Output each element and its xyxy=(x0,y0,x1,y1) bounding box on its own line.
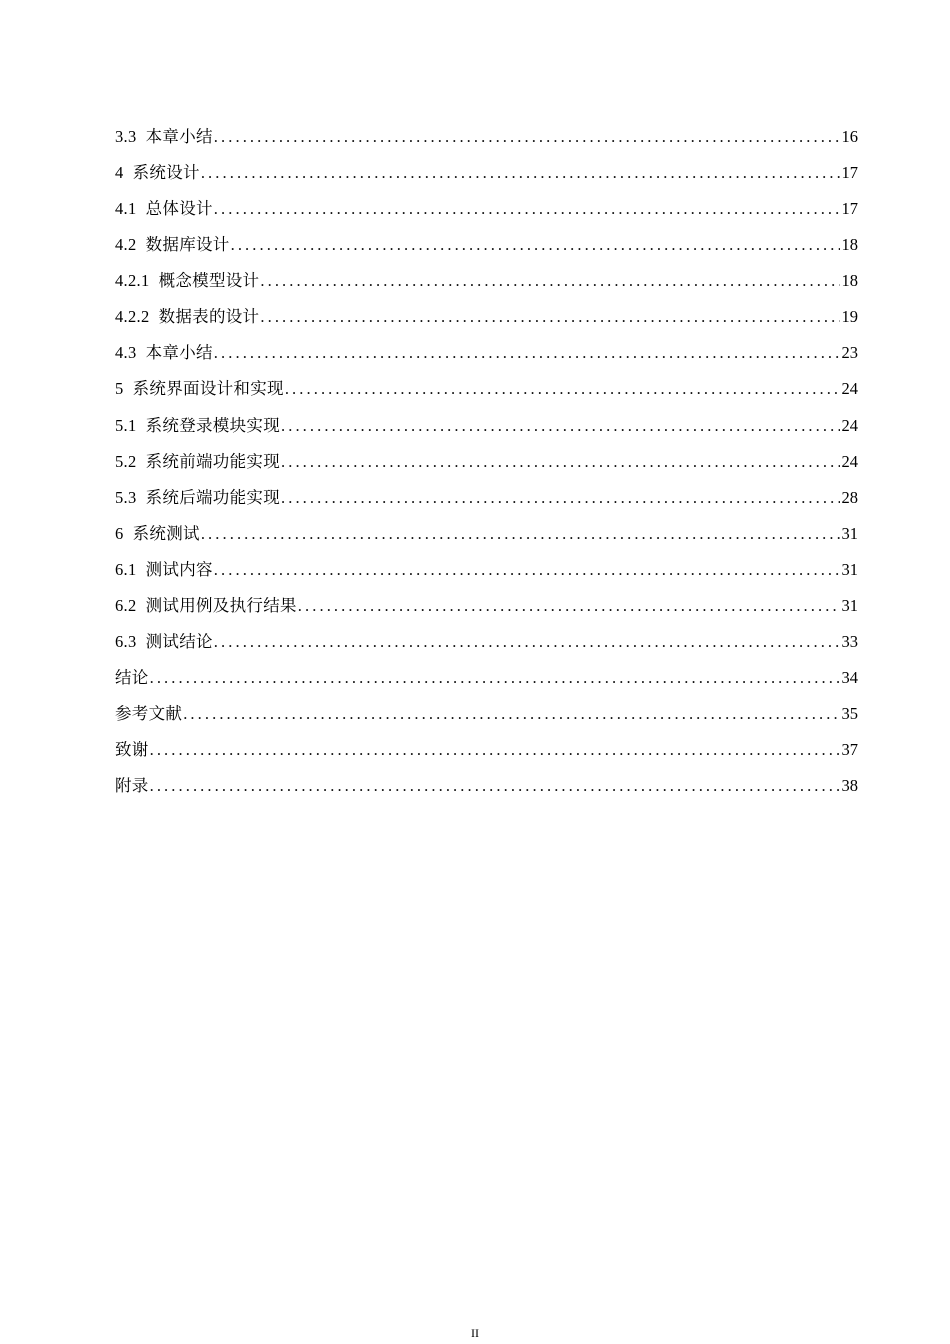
toc-dot-leader xyxy=(259,309,839,326)
toc-dot-leader xyxy=(213,129,840,146)
toc-section-number: 5.1 xyxy=(115,415,137,435)
toc-label xyxy=(115,670,149,687)
toc-entry[interactable] xyxy=(115,372,858,408)
toc-label xyxy=(115,598,297,615)
table-of-contents xyxy=(115,119,858,805)
toc-page-number: 34 xyxy=(841,668,858,688)
toc-title: 系统前端功能实现 xyxy=(145,451,280,471)
toc-entry[interactable] xyxy=(115,191,858,227)
toc-section-number: 4.2.2 xyxy=(115,307,150,327)
toc-label xyxy=(115,742,149,759)
toc-title: 结论 xyxy=(115,668,149,688)
toc-dot-leader xyxy=(213,562,840,579)
toc-label xyxy=(115,415,280,435)
toc-page-number: 24 xyxy=(841,451,858,471)
toc-section-number: 6.2 xyxy=(115,596,137,616)
toc-dot-leader xyxy=(200,526,840,543)
toc-title: 概念模型设计 xyxy=(158,271,260,291)
toc-section-number: 5.2 xyxy=(115,451,137,471)
toc-dot-leader xyxy=(149,778,840,795)
toc-title: 系统设计 xyxy=(132,162,200,182)
toc-title: 本章小结 xyxy=(145,126,213,146)
toc-page-number: 31 xyxy=(841,523,858,543)
toc-entry[interactable] xyxy=(115,408,858,444)
toc-label xyxy=(115,523,200,543)
toc-page-number: 31 xyxy=(841,596,858,616)
toc-dot-leader xyxy=(149,742,840,759)
toc-entry[interactable] xyxy=(115,155,858,191)
toc-page-number: 17 xyxy=(841,162,858,182)
toc-entry[interactable] xyxy=(115,119,858,155)
toc-dot-leader xyxy=(259,273,839,290)
toc-page-number: 31 xyxy=(841,559,858,579)
toc-page-number: 24 xyxy=(841,379,858,399)
toc-label xyxy=(115,237,230,254)
toc-entry[interactable] xyxy=(115,769,858,805)
toc-page-number: 33 xyxy=(841,632,858,652)
toc-title: 测试内容 xyxy=(145,559,213,579)
toc-label xyxy=(115,381,284,398)
toc-dot-leader xyxy=(213,345,840,362)
toc-page-number: 19 xyxy=(841,307,858,327)
toc-page-number: 24 xyxy=(841,415,858,435)
toc-title: 数据库设计 xyxy=(145,235,230,255)
toc-title: 附录 xyxy=(115,776,149,796)
toc-dot-leader xyxy=(280,454,840,471)
toc-entry[interactable] xyxy=(115,444,858,480)
toc-title: 系统后端功能实现 xyxy=(145,487,280,507)
toc-page-number: 16 xyxy=(841,126,858,146)
toc-section-number: 4.1 xyxy=(115,198,137,218)
toc-dot-leader xyxy=(280,418,840,435)
toc-dot-leader xyxy=(230,237,840,254)
toc-section-number: 6.3 xyxy=(115,632,137,652)
toc-entry[interactable] xyxy=(115,733,858,769)
toc-entry[interactable] xyxy=(115,299,858,335)
toc-section-number: 6.1 xyxy=(115,559,137,579)
toc-dot-leader xyxy=(280,490,840,507)
toc-entry[interactable] xyxy=(115,697,858,733)
toc-title: 测试用例及执行结果 xyxy=(145,596,297,616)
toc-dot-leader xyxy=(200,165,840,182)
toc-dot-leader xyxy=(284,381,840,398)
page-footer-number: II xyxy=(471,1326,479,1340)
toc-section-number: 6 xyxy=(115,523,124,543)
toc-dot-leader xyxy=(149,670,840,687)
toc-label xyxy=(115,345,213,362)
toc-entry[interactable] xyxy=(115,624,858,660)
toc-entry[interactable] xyxy=(115,480,858,516)
toc-entry[interactable] xyxy=(115,227,858,263)
toc-page-number: 38 xyxy=(841,776,858,796)
toc-section-number: 4 xyxy=(115,162,124,182)
toc-title: 系统登录模块实现 xyxy=(145,415,280,435)
toc-page-number: 18 xyxy=(841,235,858,255)
toc-label xyxy=(115,634,213,651)
toc-label xyxy=(115,487,280,507)
toc-label xyxy=(115,559,213,579)
toc-page-number: 17 xyxy=(841,198,858,218)
toc-dot-leader xyxy=(213,201,840,218)
toc-page-number: 35 xyxy=(841,704,858,724)
toc-label xyxy=(115,198,213,218)
toc-section-number: 4.2 xyxy=(115,235,137,255)
toc-page-number: 28 xyxy=(841,487,858,507)
toc-label xyxy=(115,309,259,326)
toc-entry[interactable] xyxy=(115,263,858,299)
toc-label xyxy=(115,162,200,182)
toc-section-number: 4.3 xyxy=(115,343,137,363)
toc-title: 系统界面设计和实现 xyxy=(132,379,284,399)
toc-title: 总体设计 xyxy=(145,198,213,218)
toc-label xyxy=(115,778,149,795)
toc-title: 参考文献 xyxy=(115,704,183,724)
toc-title: 本章小结 xyxy=(145,343,213,363)
toc-entry[interactable] xyxy=(115,336,858,372)
toc-section-number: 5 xyxy=(115,379,124,399)
toc-label xyxy=(115,451,280,471)
toc-section-number: 4.2.1 xyxy=(115,271,150,291)
toc-label xyxy=(115,126,213,146)
toc-dot-leader xyxy=(213,634,840,651)
toc-label xyxy=(115,273,259,290)
toc-page-number: 37 xyxy=(841,740,858,760)
toc-entry[interactable] xyxy=(115,660,858,696)
toc-label xyxy=(115,706,182,723)
toc-entry[interactable] xyxy=(115,516,858,552)
toc-title: 测试结论 xyxy=(145,632,213,652)
toc-dot-leader xyxy=(297,598,840,615)
toc-title: 系统测试 xyxy=(132,523,200,543)
toc-section-number: 3.3 xyxy=(115,126,137,146)
toc-entry[interactable] xyxy=(115,588,858,624)
toc-entry[interactable] xyxy=(115,552,858,588)
toc-page-number: 18 xyxy=(841,271,858,291)
toc-dot-leader xyxy=(182,706,839,723)
toc-page-number: 23 xyxy=(841,343,858,363)
toc-title: 致谢 xyxy=(115,740,149,760)
toc-section-number: 5.3 xyxy=(115,487,137,507)
toc-title: 数据表的设计 xyxy=(158,307,260,327)
